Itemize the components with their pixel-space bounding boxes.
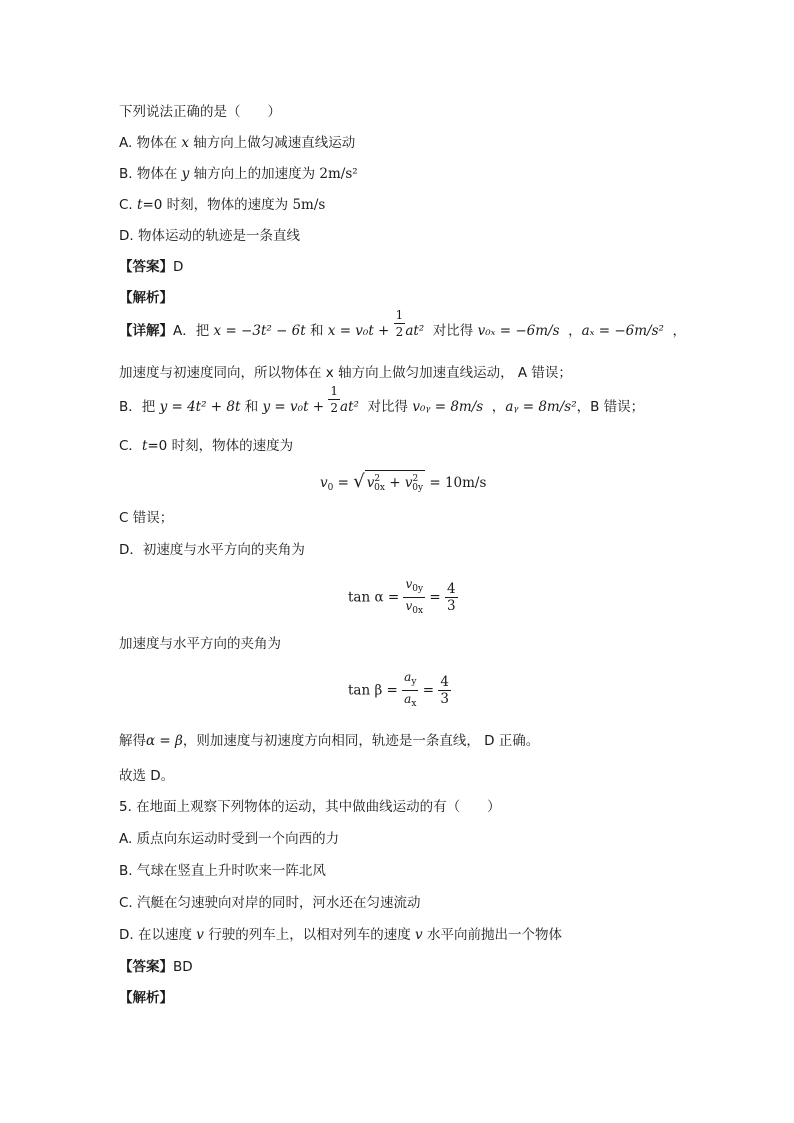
option-b-text: B. 物体在	[119, 166, 182, 182]
detail-d-line2: 加速度与水平方向的夹角为	[119, 636, 281, 652]
option-b-text2: 轴方向上的加速度为	[189, 166, 320, 182]
option-a-var: x	[181, 135, 189, 151]
q5-option-b: B. 气球在竖直上升时吹来一阵北风	[119, 863, 326, 879]
tan-beta-label: tan β =	[348, 682, 398, 699]
analysis-label: 【解析】	[119, 290, 173, 306]
q5-analysis-label: 【解析】	[119, 990, 173, 1006]
option-c	[119, 196, 325, 214]
detail-a-compare: 对比得	[432, 323, 474, 339]
detail-c-var: t	[141, 438, 148, 454]
tan-alpha-den: 3	[446, 598, 456, 614]
detail-b-eq1: y = 4t² + 8t	[159, 399, 241, 415]
tan-alpha-num: 4	[446, 581, 456, 597]
detail-b-line1: B．把 y = 4t² + 8t 和 y = v₀t + $\frac{1}{2}$ at² 对比得 v₀ᵧ = 8m/s ，aᵧ = 8m/s²，B 错误；	[119, 383, 645, 415]
analysis-tag	[119, 289, 173, 307]
q5-option-a: A. 质点向东运动时受到一个向西的力	[119, 831, 340, 847]
detail-a-ax: aₓ = −6m/s²	[581, 323, 664, 339]
tan-alpha-equation: tan α = $\frac{v_{0y}}{v_{0x}}$ = $\frac{4}{3}$	[348, 577, 456, 616]
answer-line	[119, 258, 183, 276]
detail-a-line2: 加速度与初速度同向，所以物体在 x 轴方向上做匀加速直线运动， A 错误；	[119, 365, 572, 381]
tan-alpha-label: tan α =	[348, 589, 400, 606]
q5-d-var2: v	[415, 927, 423, 943]
detail-tag: 【详解】	[119, 323, 173, 339]
q5-d-var: v	[196, 927, 204, 943]
question-stem: 下列说法正确的是（ ）	[119, 104, 281, 120]
detail-d-line1: D．初速度与水平方向的夹角为	[119, 542, 305, 558]
detail-a-v0x: v₀ₓ = −6m/s	[477, 323, 560, 339]
option-b	[119, 165, 358, 183]
option-c-var: t	[137, 197, 143, 213]
q5-option-c: C. 汽艇在匀速驶向对岸的同时，河水还在匀速流动	[119, 895, 421, 911]
q5-answer-value: BD	[173, 959, 193, 975]
tan-beta-den: 3	[440, 691, 449, 707]
detail-a-and: 和	[310, 323, 324, 339]
q5-answer-line	[119, 958, 193, 976]
option-b-value: 2m/s²	[319, 166, 358, 182]
option-a-text2: 轴方向上做匀减速直线运动	[189, 135, 356, 151]
q5-d-pre: D. 在以速度	[119, 927, 197, 943]
fraction-half: $\frac{1}{2}$	[395, 307, 404, 339]
q5-d-post: 水平向前抛出一个物体	[422, 927, 562, 943]
detail-a-eq1: x = −3t² − 6t	[213, 323, 306, 339]
detail-b-v0y: v₀ᵧ = 8m/s	[412, 399, 484, 415]
detail-b-and: 和	[244, 399, 259, 415]
q5-analysis-tag	[119, 989, 173, 1007]
detail-d-pre: 解得	[119, 733, 146, 749]
detail-c-line1	[119, 437, 293, 455]
detail-b-eq2-post: at²	[340, 399, 359, 415]
detail-b-eq2-pre: y = v₀t +	[262, 399, 325, 415]
option-c-text2: =0 时刻，物体的速度为	[142, 197, 293, 213]
tan-beta-num: 4	[440, 674, 449, 690]
alpha-equals-beta: α = β	[146, 733, 183, 749]
question-5-stem: 5. 在地面上观察下列物体的运动，其中做曲线运动的有（ ）	[119, 799, 501, 815]
detail-b-compare: 对比得	[367, 399, 409, 415]
option-a	[119, 134, 355, 152]
q5-answer-tag: 【答案】	[119, 959, 173, 975]
detail-d-line3	[119, 732, 539, 750]
velocity-result: = 10m/s	[429, 475, 487, 491]
option-c-text: C.	[119, 197, 138, 213]
conclusion: 故选 D。	[119, 768, 175, 784]
velocity-equation: $v_0$ = √ $v^2_{0x} + v^2_{0y} = 10m/s$	[320, 470, 486, 496]
answer-tag: 【答案】	[119, 259, 173, 275]
option-c-value: 5m/s	[292, 197, 326, 213]
detail-c-post: =0 时刻，物体的速度为	[147, 438, 294, 454]
q5-option-d	[119, 926, 562, 944]
detail-b-ay: aᵧ = 8m/s²	[505, 399, 577, 415]
fraction-half: $\frac{1}{2}$	[330, 383, 339, 415]
detail-a-text: A．把	[173, 323, 210, 339]
answer-value: D	[173, 259, 184, 275]
option-d: D. 物体运动的轨迹是一条直线	[119, 228, 300, 244]
detail-b-end: ，B 错误；	[576, 399, 645, 415]
option-a-text: A. 物体在	[119, 135, 182, 151]
detail-c-line2: C 错误；	[119, 510, 174, 526]
q5-d-mid: 行驶的列车上，以相对列车的速度	[203, 927, 416, 943]
detail-a-line1: 【详解】A．把 x = −3t² − 6t 和 x = v₀t + $\frac{1}{2}$ at² 对比得 v₀ₓ = −6m/s ，aₓ = −6m/s² ，	[119, 307, 687, 339]
detail-c-pre: C．	[119, 438, 142, 454]
detail-b-text: B．把	[119, 399, 156, 415]
option-b-var: y	[181, 166, 190, 182]
detail-a-eq2-post: at²	[405, 323, 425, 339]
detail-d-post: ，则加速度与初速度方向相同，轨迹是一条直线， D 正确。	[182, 733, 540, 749]
detail-a-eq2-pre: x = v₀t +	[327, 323, 390, 339]
tan-beta-equation: tan β = $\frac{a_y}{a_x}$ = $\frac{4}{3}$	[348, 670, 449, 709]
